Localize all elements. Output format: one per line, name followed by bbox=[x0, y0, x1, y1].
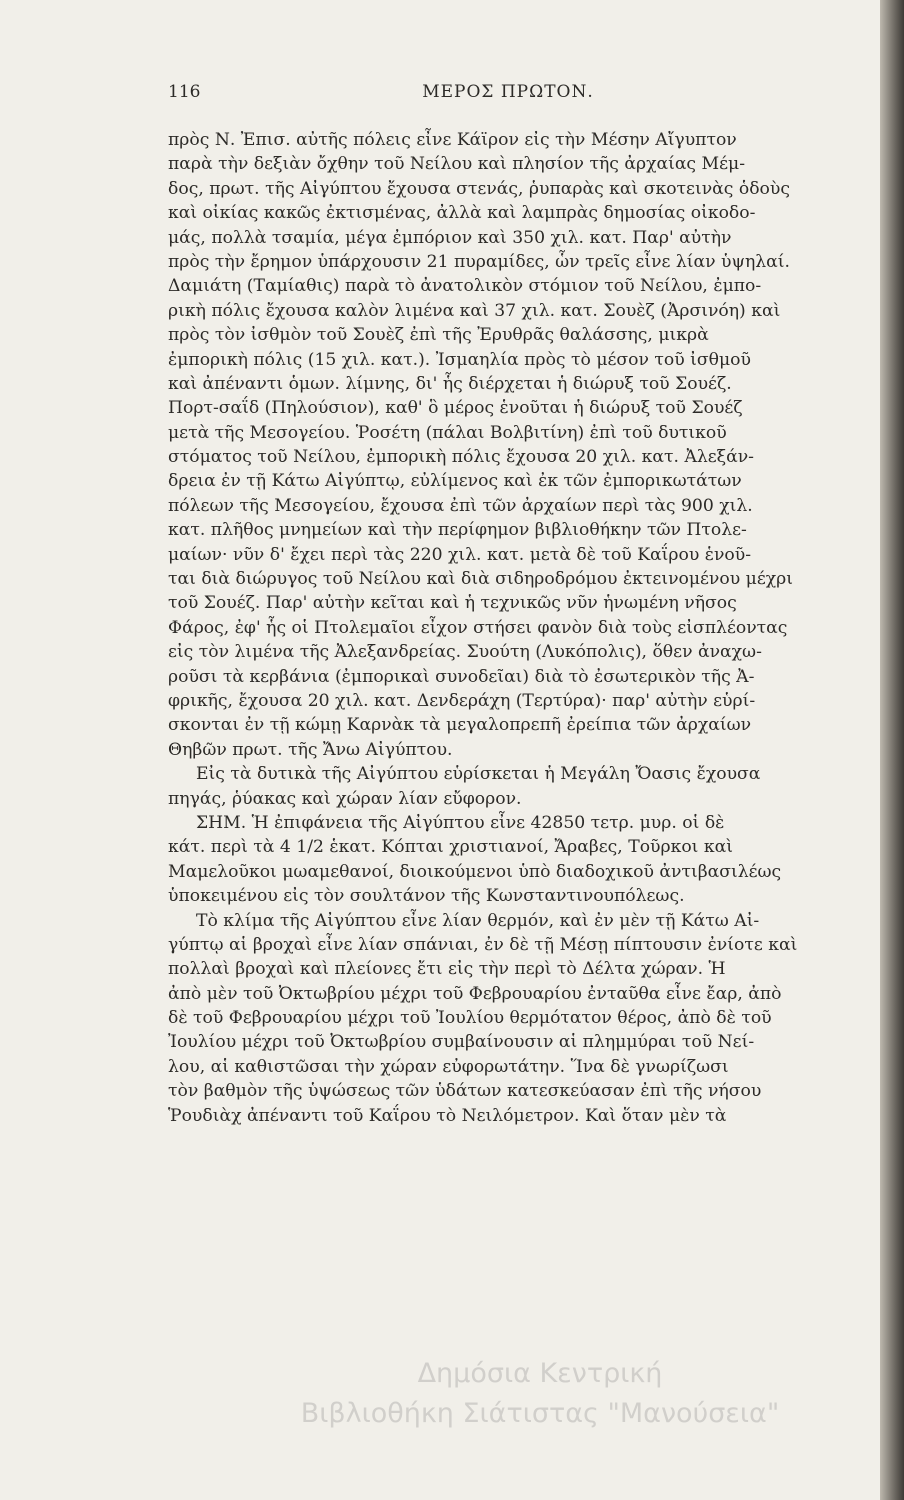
page-number: 116 bbox=[168, 82, 201, 102]
library-watermark-line2: Βιβλιοθήκη Σιάτιστας "Μανούσεια" bbox=[300, 1398, 780, 1429]
text-line: σκονται ἐν τῇ κώμῃ Καρνὰκ τὰ μεγαλοπρεπῆ ἐρείπια τῶν ἀρχαίων bbox=[168, 715, 752, 736]
text-line: κατ. πλῆθος μνημείων καὶ τὴν περίφημον βιβλιοθήκην τῶν Πτολε- bbox=[168, 520, 747, 541]
text-line: πόλεων τῆς Μεσογείου, ἔχουσα ἐπὶ τῶν ἀρχαίων περὶ τὰς 900 χιλ. bbox=[168, 495, 753, 516]
text-line: τὸν βαθμὸν τῆς ὑψώσεως τῶν ὑδάτων κατεσκεύασαν ἐπὶ τῆς νήσου bbox=[168, 1081, 762, 1102]
text-line: Εἰς τὰ δυτικὰ τῆς Αἰγύπτου εὑρίσκεται ἡ Μεγάλη Ὄασις ἔχουσα bbox=[196, 764, 761, 785]
text-line: πρὸς τὸν ἰσθμὸν τοῦ Σουὲζ ἐπὶ τῆς Ἐρυθρᾶς θαλάσσης, μικρὰ bbox=[168, 325, 709, 346]
text-line: ἀπὸ μὲν τοῦ Ὀκτωβρίου μέχρι τοῦ Φεβρουαρίου ἐνταῦθα εἶνε ἔαρ, ἀπὸ bbox=[168, 983, 782, 1004]
text-line: δος, πρωτ. τῆς Αἰγύπτου ἔχουσα στενάς, ῥυπαρὰς καὶ σκοτεινὰς ὁδοὺς bbox=[168, 178, 790, 199]
text-line: Φάρος, ἐφ' ἧς οἱ Πτολεμαῖοι εἶχον στήσει φανὸν διὰ τοὺς εἰσπλέοντας bbox=[168, 617, 788, 638]
text-line: μαίων· νῦν δ' ἔχει περὶ τὰς 220 χιλ. κατ. μετὰ δὲ τοῦ Καΐρου ἑνοῦ- bbox=[168, 544, 752, 565]
text-line: πηγάς, ῥύακας καὶ χώραν λίαν εὔφορον. bbox=[168, 788, 522, 809]
text-line: στόματος τοῦ Νείλου, ἐμπορικὴ πόλις ἔχουσα 20 χιλ. κατ. Ἀλεξάν- bbox=[168, 447, 754, 468]
library-watermark-line1: Δημόσια Κεντρική bbox=[417, 1358, 663, 1389]
text-line: μετὰ τῆς Μεσογείου. Ῥοσέτη (πάλαι Βολβιτίνη) ἐπὶ τοῦ δυτικοῦ bbox=[168, 422, 727, 443]
text-line: φρικῆς, ἔχουσα 20 χιλ. κατ. Δενδεράχη (Τερτύρα)· παρ' αὐτὴν εὑρί- bbox=[168, 690, 756, 711]
text-line: μάς, πολλὰ τσαμία, μέγα ἐμπόριον καὶ 350 χιλ. κατ. Παρ' αὐτὴν bbox=[168, 227, 732, 248]
text-line: ΣΗΜ. Ἡ ἐπιφάνεια τῆς Αἰγύπτου εἶνε 42850 τετρ. μυρ. οἱ δὲ bbox=[196, 812, 725, 833]
text-line: καὶ ἀπέναντι ὁμων. λίμνης, δι' ἧς διέρχεται ἡ διώρυξ τοῦ Σουέζ. bbox=[168, 373, 732, 394]
text-line: Θηβῶν πρωτ. τῆς Ἄνω Αἰγύπτου. bbox=[168, 739, 453, 760]
body-text bbox=[168, 128, 868, 1128]
text-line: Μαμελοῦκοι μωαμεθανοί, διοικούμενοι ὑπὸ διαδοχικοῦ ἀντιβασιλέως bbox=[168, 861, 782, 882]
text-line: λου, αἱ καθιστῶσαι τὴν χώραν εὐφορωτάτην. Ἵνα δὲ γνωρίζωσι bbox=[168, 1056, 729, 1077]
running-head: ΜΕΡΟΣ ΠΡΩΤΟΝ. bbox=[422, 82, 594, 102]
text-line: ται διὰ διώρυγος τοῦ Νείλου καὶ διὰ σιδηροδρόμου ἐκτεινομένου μέχρι bbox=[168, 569, 793, 590]
text-line: ἐμπορικὴ πόλις (15 χιλ. κατ.). Ἰσμαηλία πρὸς τὸ μέσον τοῦ ἰσθμοῦ bbox=[168, 349, 751, 370]
text-line: κάτ. περὶ τὰ 4 1/2 ἑκατ. Κόπται χριστιανοί, Ἄραβες, Τοῦρκοι καὶ bbox=[168, 837, 733, 858]
text-line: δρεια ἐν τῇ Κάτω Αἰγύπτῳ, εὐλίμενος καὶ ἐκ τῶν ἐμπορικωτάτων bbox=[168, 471, 742, 492]
text-line: τοῦ Σουέζ. Παρ' αὐτὴν κεῖται καὶ ἡ τεχνικῶς νῦν ἡνωμένη νῆσος bbox=[168, 593, 737, 614]
text-line: Τὸ κλίμα τῆς Αἰγύπτου εἶνε λίαν θερμόν, καὶ ἐν μὲν τῇ Κάτω Αἰ- bbox=[196, 910, 760, 931]
text-line: Ῥουδιὰχ ἀπέναντι τοῦ Καΐρου τὸ Νειλόμετρον. Καὶ ὅταν μὲν τὰ bbox=[168, 1105, 727, 1126]
text-line: Ἰουλίου μέχρι τοῦ Ὀκτωβρίου συμβαίνουσιν αἱ πλημμύραι τοῦ Νεί- bbox=[168, 1032, 755, 1053]
text-line: ροῦσι τὰ κερβάνια (ἐμπορικαὶ συνοδεῖαι) διὰ τὸ ἐσωτερικὸν τῆς Ἀ- bbox=[168, 666, 755, 687]
text-line: καὶ οἰκίας κακῶς ἐκτισμένας, ἀλλὰ καὶ λαμπρὰς δημοσίας οἰκοδο- bbox=[168, 203, 756, 224]
text-line: γύπτῳ αἱ βροχαὶ εἶνε λίαν σπάνιαι, ἐν δὲ τῇ Μέσῃ πίπτουσιν ἐνίοτε καὶ bbox=[168, 934, 798, 955]
text-line: Δαμιάτη (Ταμίαθις) παρὰ τὸ ἀνατολικὸν στόμιον τοῦ Νείλου, ἐμπο- bbox=[168, 276, 762, 297]
text-line: πολλαὶ βροχαὶ καὶ πλείονες ἔτι εἰς τὴν περὶ τὸ Δέλτα χώραν. Ἡ bbox=[168, 959, 726, 980]
text-line: πρὸς τὴν ἔρημον ὑπάρχουσιν 21 πυραμίδες, ὧν τρεῖς εἶνε λίαν ὑψηλαί. bbox=[168, 251, 790, 272]
page-header bbox=[168, 82, 848, 112]
text-line: ὑποκειμένου εἰς τὸν σουλτάνον τῆς Κωνσταντινουπόλεως. bbox=[168, 886, 685, 907]
text-line: Πορτ-σαΐδ (Πηλούσιον), καθ' ὃ μέρος ἑνοῦται ἡ διώρυξ τοῦ Σουέζ bbox=[168, 398, 743, 419]
text-line: παρὰ τὴν δεξιὰν ὄχθην τοῦ Νείλου καὶ πλησίον τῆς ἀρχαίας Μέμ- bbox=[168, 154, 746, 175]
book-spine-shadow bbox=[880, 0, 904, 1500]
text-line: ρικὴ πόλις ἔχουσα καλὸν λιμένα καὶ 37 χιλ. κατ. Σουὲζ (Ἀρσινόη) καὶ bbox=[168, 300, 781, 321]
text-line: εἰς τὸν λιμένα τῆς Ἀλεξανδρείας. Συούτη (Λυκόπολις), ὅθεν ἀναχω- bbox=[168, 642, 762, 663]
text-line: πρὸς Ν. Ἐπισ. αὐτῆς πόλεις εἶνε Κάϊρον εἰς τὴν Μέσην Αἴγυπτον bbox=[168, 130, 737, 150]
text-line: δὲ τοῦ Φεβρουαρίου μέχρι τοῦ Ἰουλίου θερμότατον θέρος, ἀπὸ δὲ τοῦ bbox=[168, 1008, 772, 1029]
